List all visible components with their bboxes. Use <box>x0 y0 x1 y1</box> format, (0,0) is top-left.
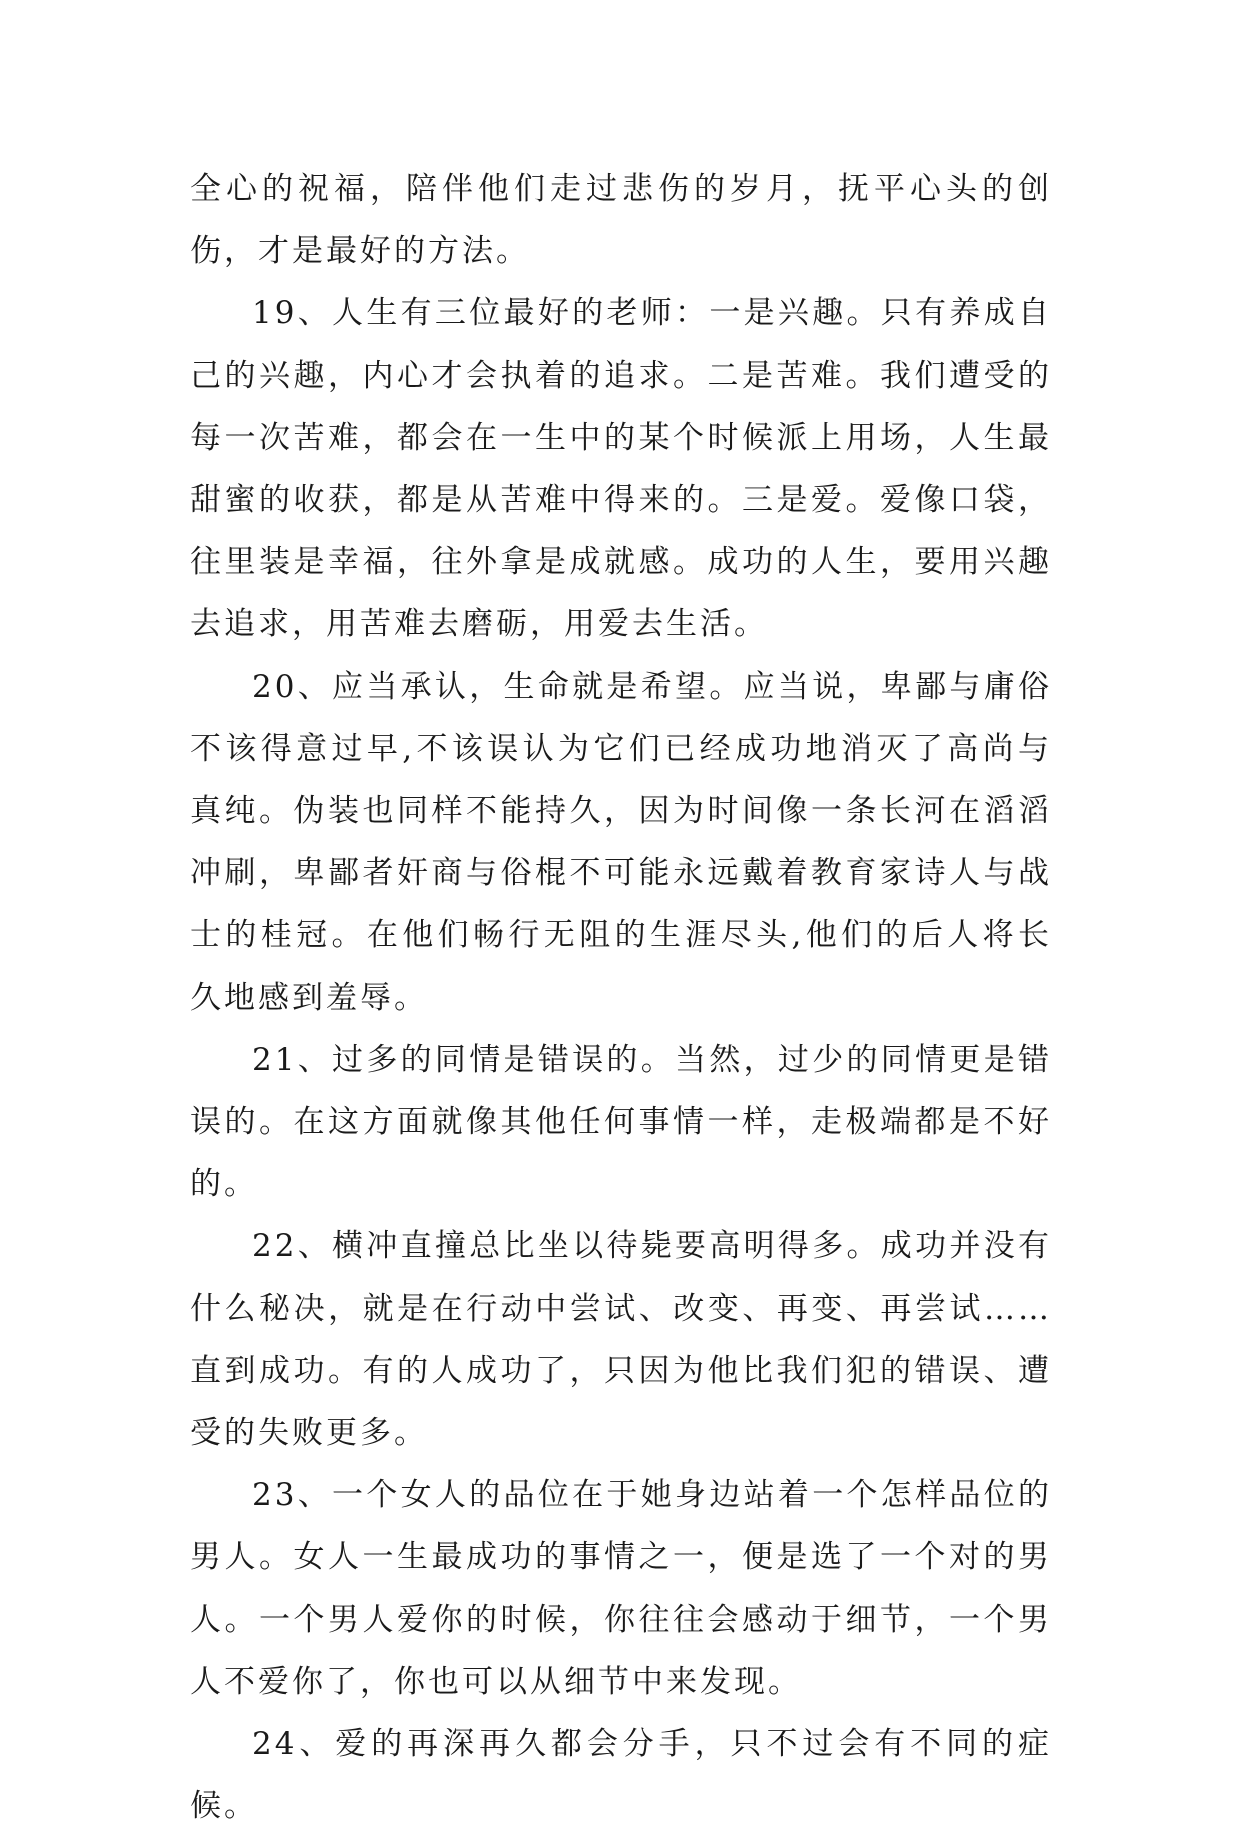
paragraph-24: 24、爱的再深再久都会分手，只不过会有不同的症候。 <box>190 1726 1052 1825</box>
paragraph-22: 22、横冲直撞总比坐以待毙要高明得多。成功并没有什么秘决，就是在行动中尝试、改变、再变、再尝试……直到成功。有的人成功了，只因为他比我们犯的错误、遭受的失败更多。 <box>190 1228 1052 1452</box>
paragraph-19: 19、人生有三位最好的老师：一是兴趣。只有养成自己的兴趣，内心才会执着的追求。二是苦难。我们遭受的每一次苦难，都会在一生中的某个时候派上用场，人生最甜蜜的收获，都是从苦难中得来的。三是爱。爱像口袋，往里装是幸福，往外拿是成就感。成功的人生，要用兴趣去追求，用苦难去磨砺，用爱去生活。 <box>190 295 1052 643</box>
paragraph-20: 20、应当承认，生命就是希望。应当说，卑鄙与庸俗不该得意过早,不该误认为它们已经成功地消灭了高尚与真纯。伪装也同样不能持久，因为时间像一条长河在滔滔冲刷，卑鄙者奸商与俗棍不可能永远戴着教育家诗人与战士的桂冠。在他们畅行无阻的生涯尽头,他们的后人将长久地感到羞辱。 <box>190 668 1052 1016</box>
paragraph-23: 23、一个女人的品位在于她身边站着一个怎样品位的男人。女人一生最成功的事情之一，便是选了一个对的男人。一个男人爱你的时候，你往往会感动于细节，一个男人不爱你了，你也可以从细节中来发现。 <box>190 1477 1052 1700</box>
document-body <box>190 158 1052 1837</box>
paragraph-continuation: 全心的祝福，陪伴他们走过悲伤的岁月，抚平心头的创 伤，才是最好的方法。 <box>190 171 1052 270</box>
paragraph-21: 21、过多的同情是错误的。当然，过少的同情更是错误的。在这方面就像其他任何事情一样，走极端都是不好的。 <box>190 1041 1052 1203</box>
